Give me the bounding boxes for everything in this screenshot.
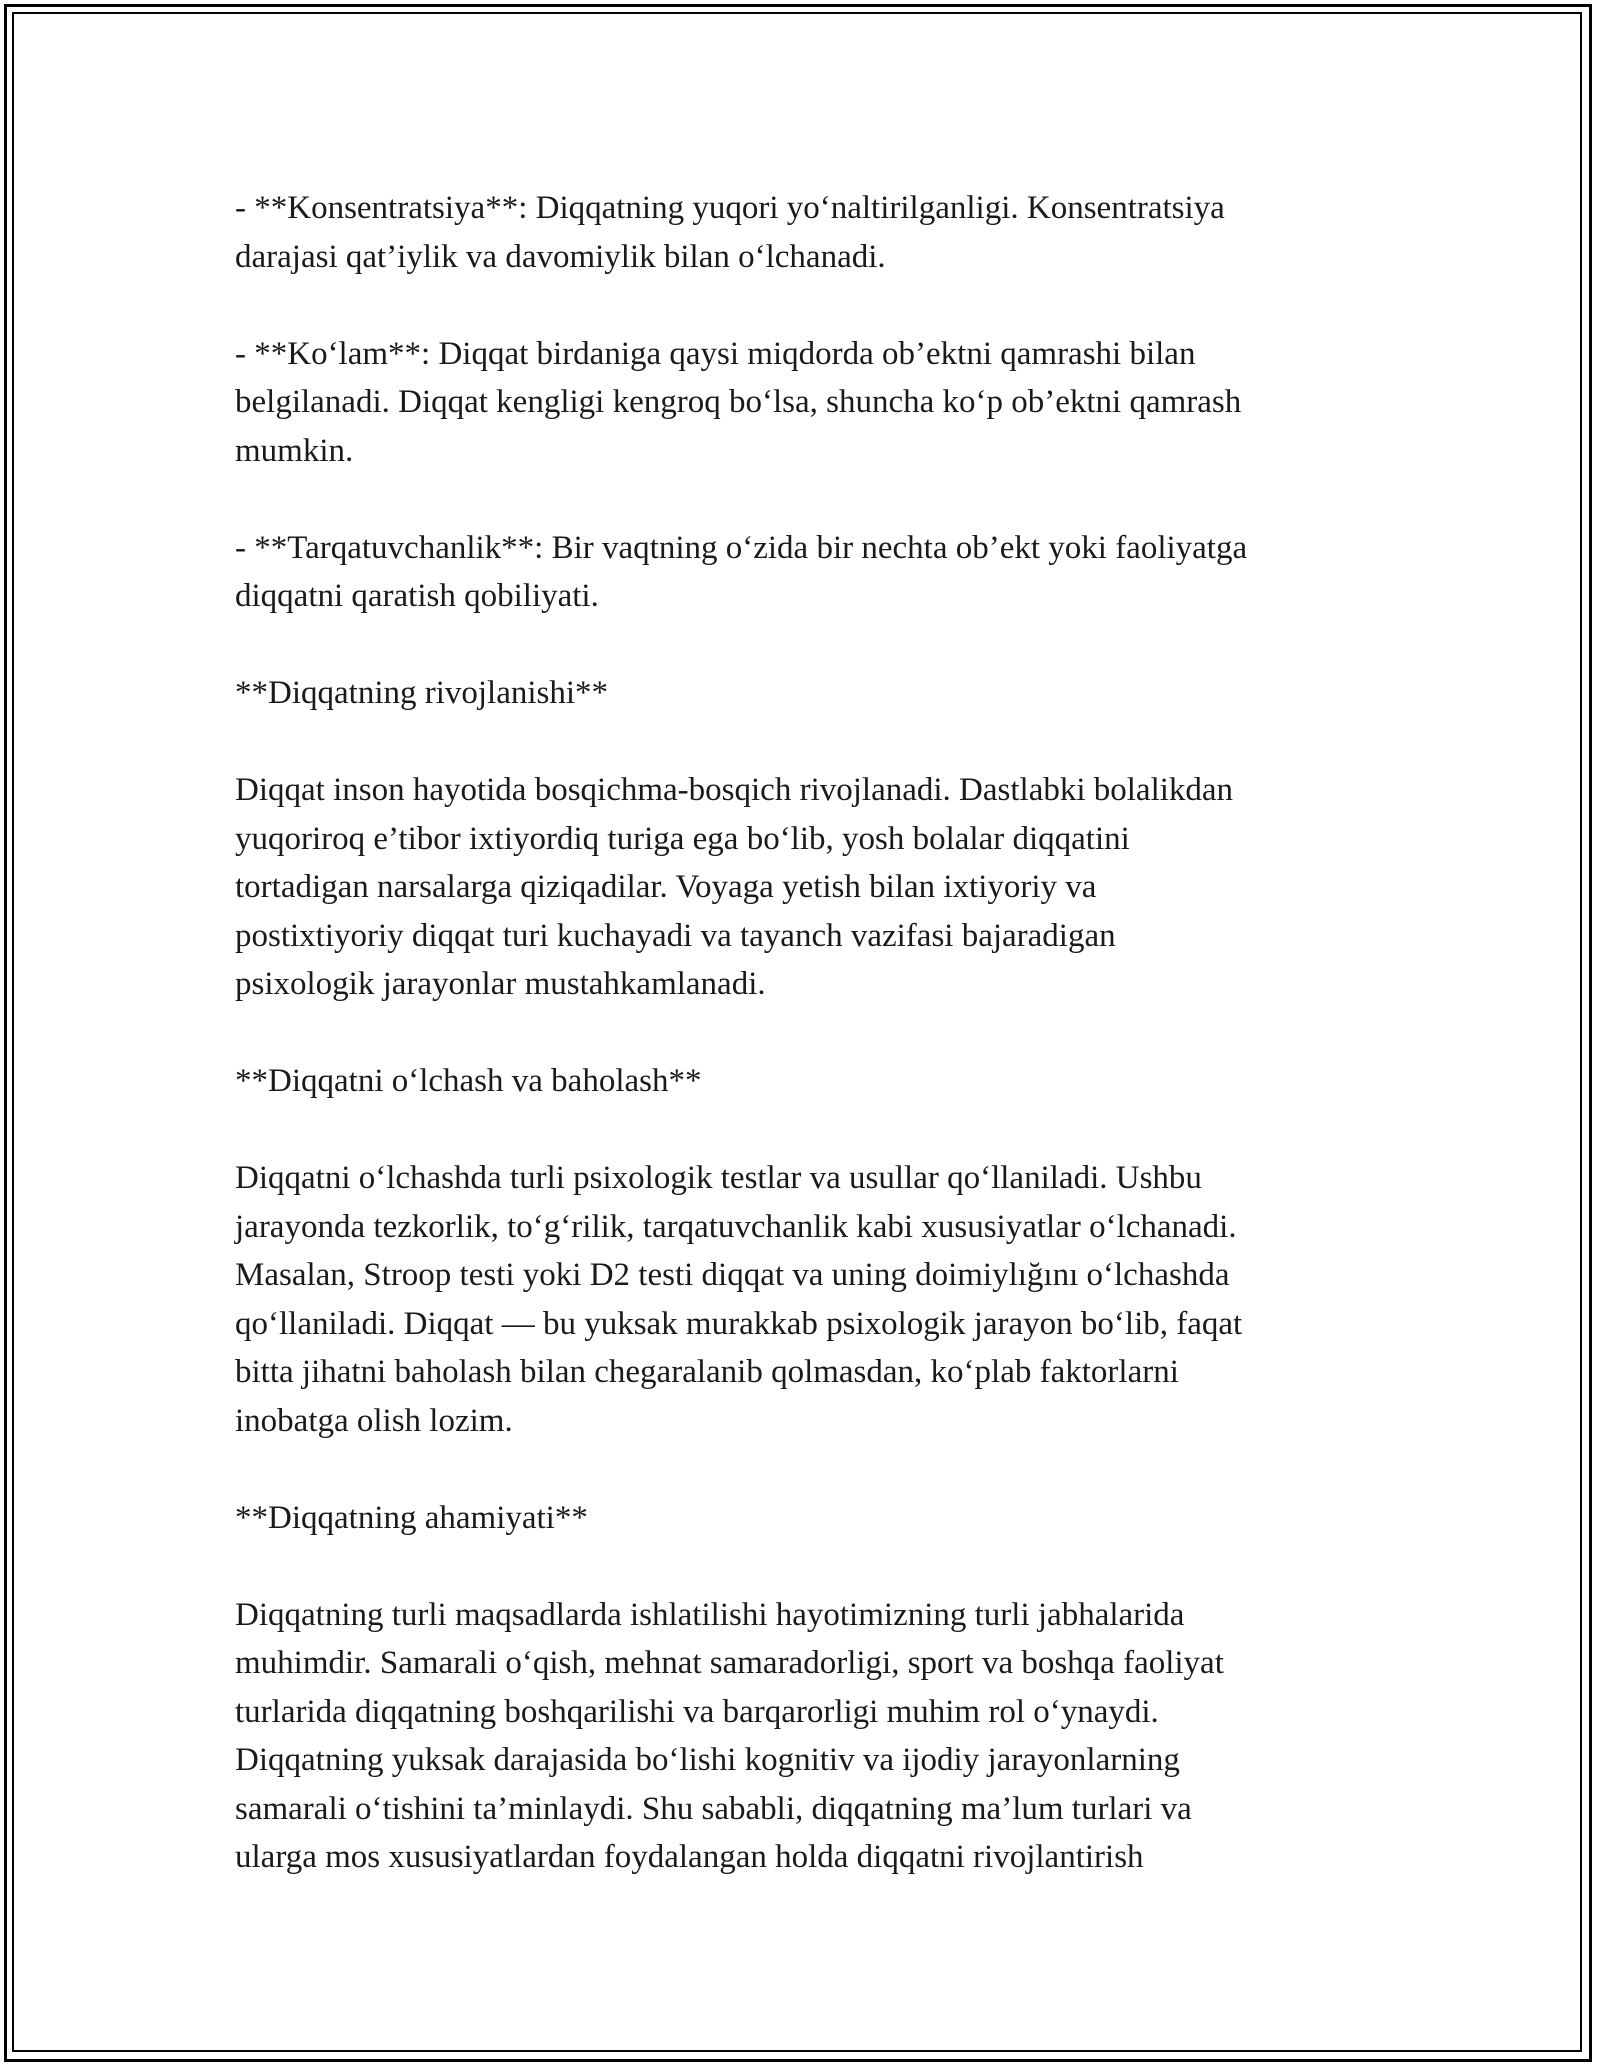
section-heading-rivojlanishi: **Diqqatning rivojlanishi** (235, 675, 609, 711)
paragraph-ahamiyati: Diqqatning turli maqsadlarda ishlatilishi hayotimizning turli jabhalarida muhimdir. Samarali o‘qish, mehnat samaradorligi, sport va boshqa faoliyat turlarida diqqatning boshqarilishi va barqarorligi muhim rol o‘ynaydi. Diqqatning yuksak darajasida bo‘lishi kognitiv va ijodiy jarayonlarning samarali o‘tishini ta’minlaydi. Shu sababli, diqqatning ma’lum turlari va ularga mos xususiyatlardan foydalangan holda diqqatni rivojlantirish (235, 1596, 1224, 1875)
list-item-tarqatuvchanlik: - **Tarqatuvchanlik**: Bir vaqtning o‘zida bir nechta ob’ekt yoki faoliyatga diqqatni qaratish qobiliyati. (235, 529, 1248, 614)
document-body (235, 184, 1395, 1930)
section-heading-ahamiyati: **Diqqatning ahamiyati** (235, 1499, 588, 1536)
paragraph-olchash: Diqqatni o‘lchashda turli psixologik testlar va usullar qo‘llaniladi. Ushbu jarayonda tezkorlik, to‘g‘rilik, tarqatuvchanlik kabi xususiyatlar o‘lchanadi. Masalan, Stroop testi yoki D2 testi diqqat va uning doimiylığını o‘lchashda qo‘llaniladi. Diqqat — bu yuksak murakkab psixologik jarayon bo‘lib, faqat bitta jihatni baholash bilan chegaralanib qolmasdan, ko‘plab faktorlarni inobatga olish lozim. (235, 1160, 1243, 1439)
paragraph-rivojlanishi: Diqqat inson hayotida bosqichma-bosqich rivojlanadi. Dastlabki bolalikdan yuqoriroq e’tibor ixtiyordiq turiga ega bo‘lib, yosh bolalar diqqatini tortadigan narsalarga qiziqadilar. Voyaga yetish bilan ixtiyoriy va postixtiyoriy diqqat turi kuchayadi va tayanch vazifasi bajaradigan psixologik jarayonlar mustahkamlanadi. (235, 772, 1234, 1002)
list-item-kolam: - **Ko‘lam**: Diqqat birdaniga qaysi miqdorda ob’ektni qamrashi bilan belgilanadi. Diqqat kengligi kengroq bo‘lsa, shuncha ko‘p ob’ektni qamrash mumkin. (235, 335, 1242, 469)
list-item-konsentratsiya: - **Konsentratsiya**: Diqqatning yuqori yo‘naltirilganligi. Konsentratsiya darajasi qat’iylik va davomiylik bilan o‘lchanadi. (235, 190, 1225, 275)
section-heading-olchash: **Diqqatni o‘lchash va baholash** (235, 1063, 702, 1099)
